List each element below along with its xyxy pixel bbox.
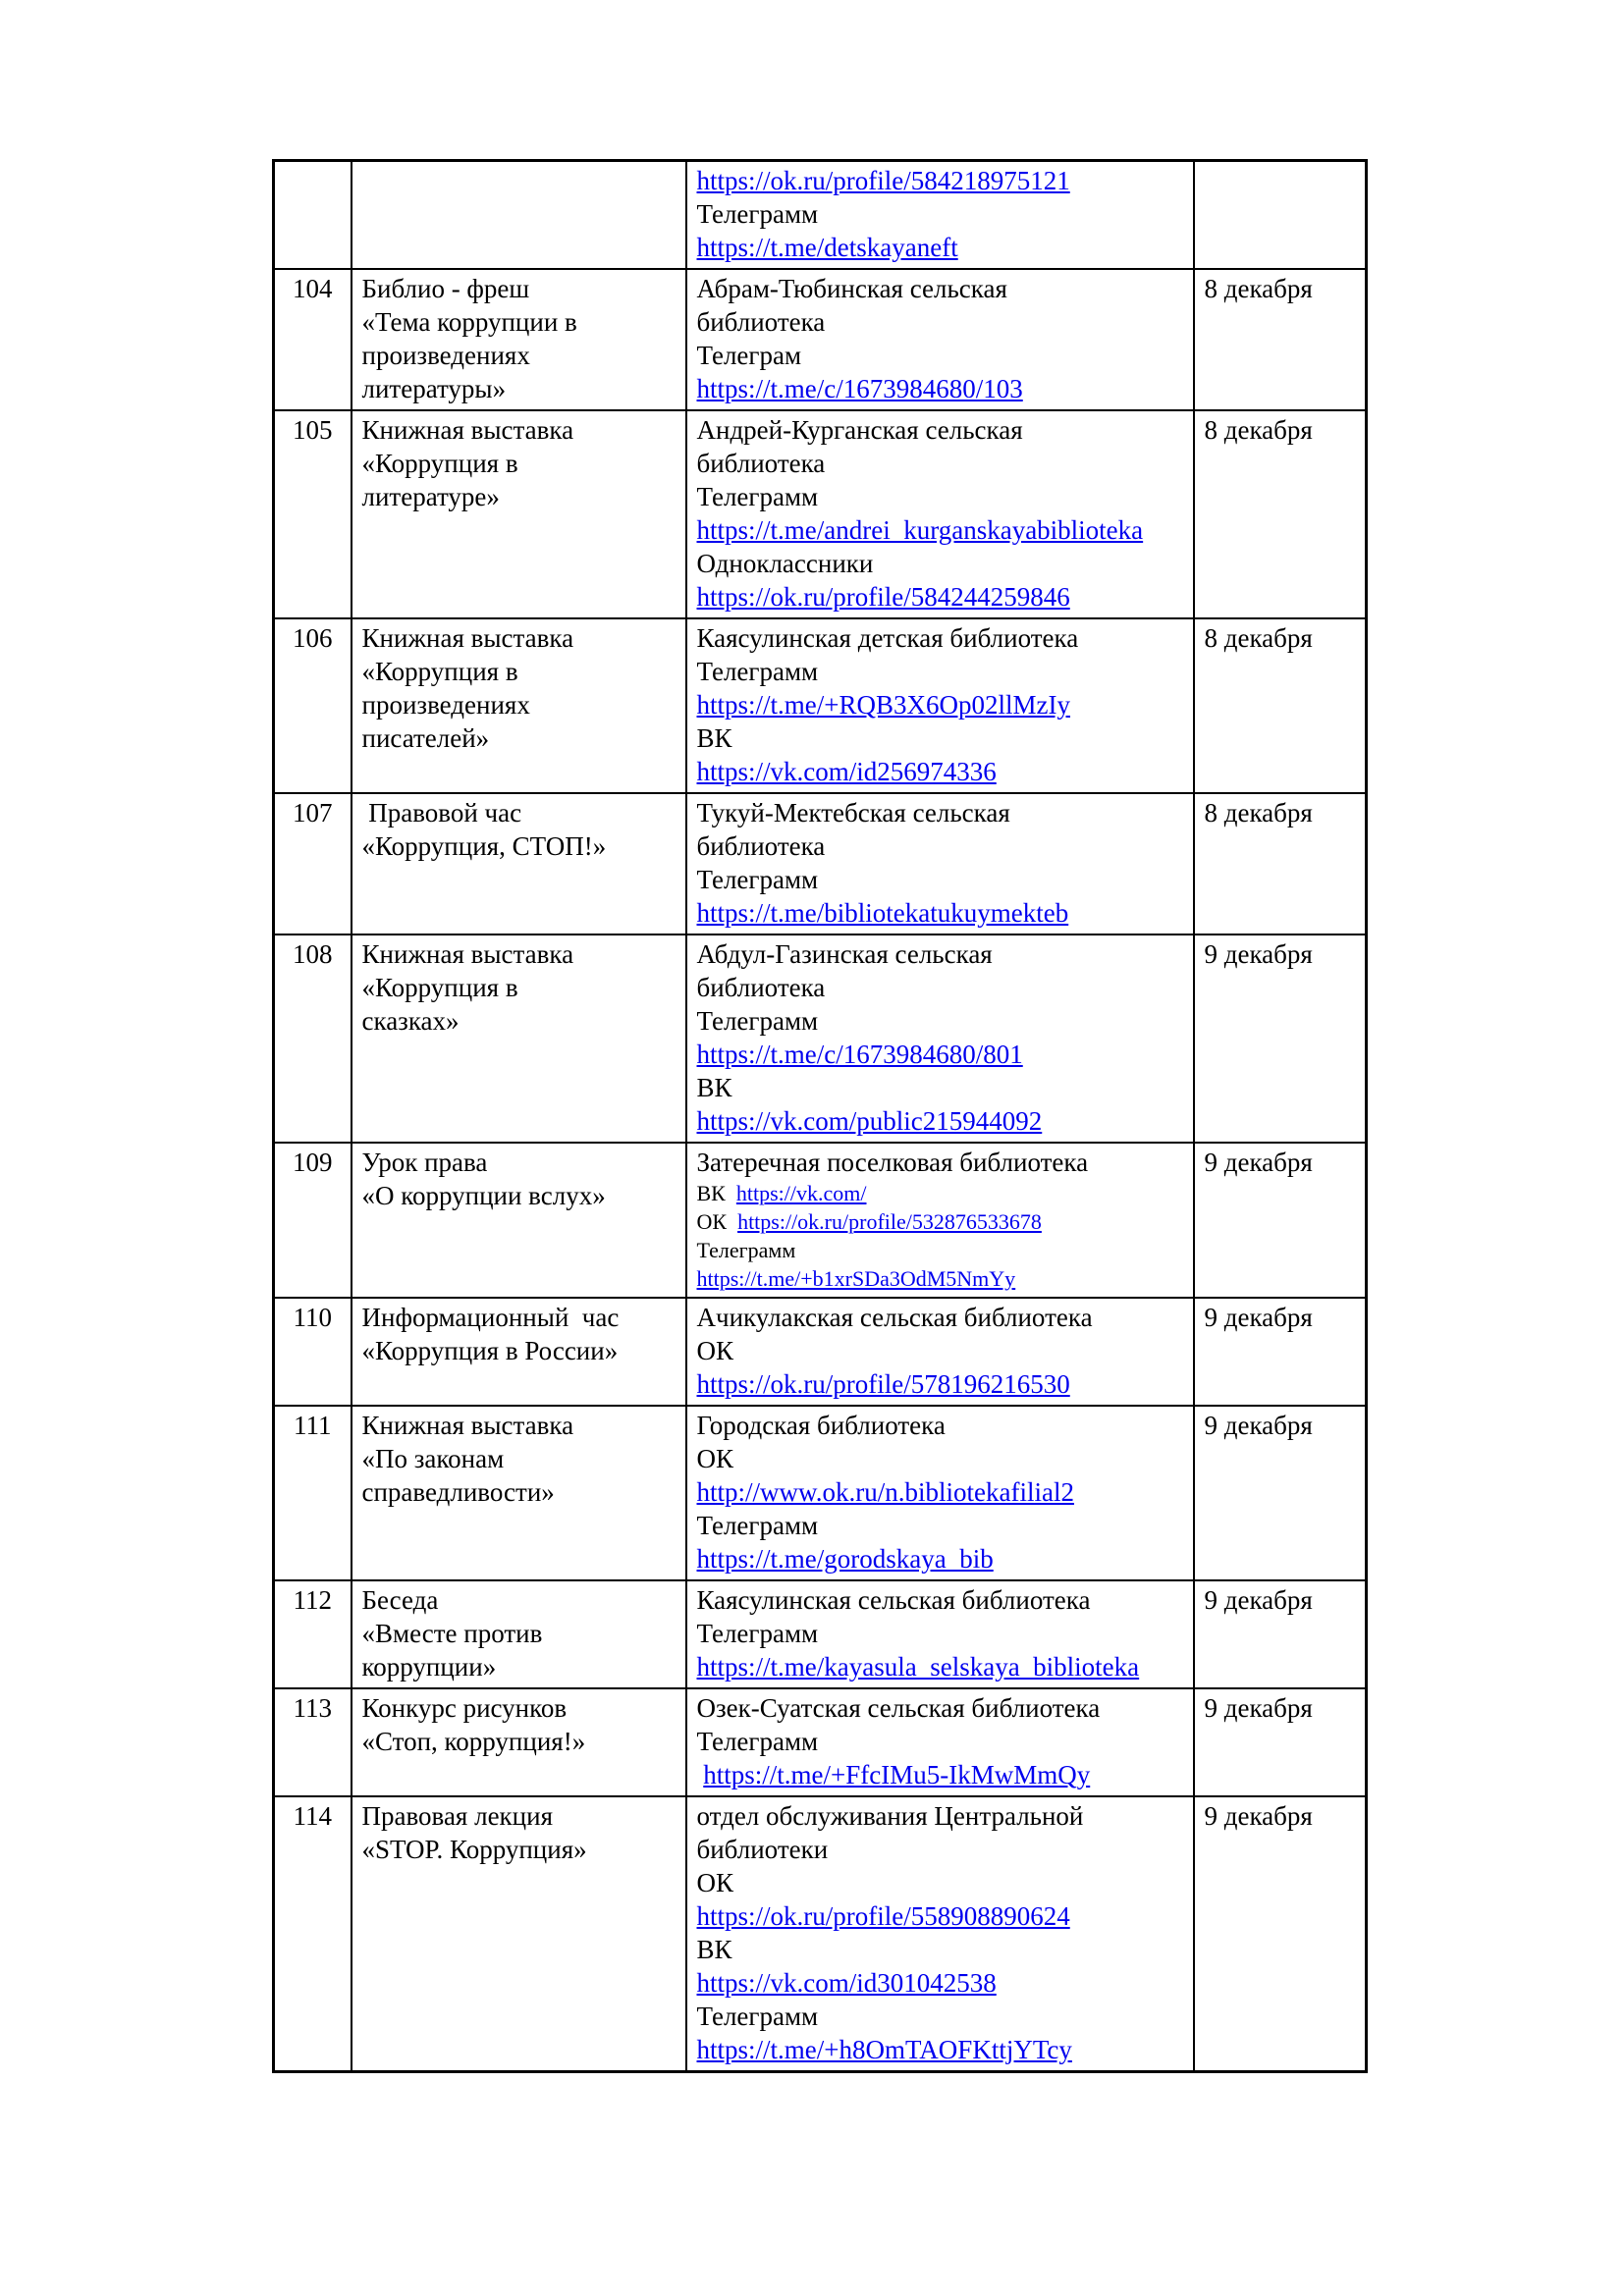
row-number-cell: 111: [274, 1406, 352, 1580]
library-links-line: [697, 1509, 1183, 1542]
source-label-text: Телеграмм: [696, 1727, 819, 1756]
table-row: [274, 1688, 1367, 1796]
library-links-line: [697, 305, 1183, 339]
library-links-line: [697, 1933, 1183, 1966]
source-label-text: ВК: [696, 1935, 732, 1964]
event-title-line: сказках»: [361, 1006, 460, 1036]
events-schedule-table: [272, 159, 1368, 2073]
table-row: [274, 269, 1367, 410]
library-links-cell: [686, 934, 1194, 1143]
source-label-text: Телеграмм: [696, 1619, 819, 1648]
library-links-line: [697, 447, 1183, 480]
date-cell: 8 декабря: [1194, 269, 1367, 410]
library-links-cell: [686, 1143, 1194, 1298]
source-label-text: Городская библиотека: [696, 1411, 946, 1440]
event-title-line: Урок права: [361, 1148, 488, 1177]
library-links-line: [697, 1866, 1183, 1899]
row-number-cell: 108: [274, 934, 352, 1143]
source-label-text: Телеграмм: [696, 482, 819, 511]
library-links-line: [697, 1691, 1183, 1725]
library-links-line: [697, 655, 1183, 688]
event-title-line: произведениях: [361, 341, 530, 370]
event-title-line: «О коррупции вслух»: [361, 1181, 606, 1210]
row-number-cell: 105: [274, 410, 352, 618]
source-label-text: библиотека: [696, 831, 826, 861]
source-label-text: Телеграмм: [696, 1238, 796, 1262]
event-title-line: писателей»: [361, 723, 490, 753]
table-row: [274, 1298, 1367, 1406]
library-links-cell: [686, 1406, 1194, 1580]
social-profile-link[interactable]: https://ok.ru/profile/584244259846: [696, 582, 1070, 612]
library-links-line: [697, 1583, 1183, 1617]
event-title-line: «Коррупция в: [361, 973, 518, 1002]
date-cell: 9 декабря: [1194, 1143, 1367, 1298]
library-links-cell: [686, 1796, 1194, 2072]
event-title-cell: [352, 1796, 686, 2072]
event-title-cell: [352, 618, 686, 793]
library-links-line: [697, 2000, 1183, 2033]
library-links-line: [697, 1899, 1183, 1933]
social-profile-link[interactable]: https://ok.ru/profile/532876533678: [737, 1209, 1042, 1234]
event-title-line: «Коррупция в: [361, 657, 518, 686]
library-links-cell: [686, 618, 1194, 793]
event-title-line: коррупции»: [361, 1652, 497, 1682]
event-title-line: справедливости»: [361, 1477, 555, 1507]
library-links-line: [697, 2033, 1183, 2066]
library-links-line: [697, 1146, 1183, 1179]
library-links-line: [697, 1236, 1183, 1264]
event-title-cell: [352, 1143, 686, 1298]
source-label-text: Абрам-Тюбинская сельская: [696, 274, 1007, 303]
date-cell: 9 декабря: [1194, 1796, 1367, 2072]
library-links-line: [697, 372, 1183, 405]
event-title-line: «Тема коррупции в: [361, 307, 577, 337]
library-links-line: [697, 755, 1183, 788]
date-cell: 9 декабря: [1194, 1688, 1367, 1796]
library-links-line: [697, 1301, 1183, 1334]
source-label-text: библиотеки: [696, 1835, 829, 1864]
date-cell: 9 декабря: [1194, 1298, 1367, 1406]
library-links-line: [697, 1004, 1183, 1038]
event-title-line: литературе»: [361, 482, 500, 511]
event-title-line: Книжная выставка: [361, 415, 574, 445]
source-label-text: ВК: [696, 1181, 736, 1205]
source-label-text: Телеграмм: [696, 2002, 819, 2031]
library-links-line: [697, 1799, 1183, 1833]
source-label-text: Тукуй-Мектебская сельская: [696, 798, 1010, 828]
source-label-text: Затеречная поселковая библиотека: [696, 1148, 1089, 1177]
library-links-line: [697, 688, 1183, 721]
library-links-line: [697, 1038, 1183, 1071]
event-title-line: «Вместе против: [361, 1619, 543, 1648]
social-profile-link[interactable]: https://t.me/andrei_kurganskayabiblioteka: [696, 515, 1144, 545]
source-label-text: ОК: [696, 1444, 734, 1473]
social-profile-link[interactable]: https://t.me/detskayaneft: [696, 233, 958, 262]
date-cell: 9 декабря: [1194, 934, 1367, 1143]
library-links-line: [697, 513, 1183, 547]
social-profile-link[interactable]: https://ok.ru/profile/578196216530: [696, 1369, 1070, 1399]
library-links-line: [697, 413, 1183, 447]
social-profile-link[interactable]: http://www.ok.ru/n.bibliotekafilial2: [696, 1477, 1074, 1507]
library-links-line: [697, 1179, 1183, 1207]
source-label-text: Телеграм: [696, 341, 802, 370]
library-links-line: [697, 1617, 1183, 1650]
social-profile-link[interactable]: https://t.me/gorodskaya_bib: [696, 1544, 994, 1574]
event-title-cell: [352, 1298, 686, 1406]
row-number-cell: [274, 161, 352, 270]
social-profile-link[interactable]: https://t.me/c/1673984680/801: [696, 1040, 1023, 1069]
event-title-line: «Коррупция в России»: [361, 1336, 619, 1365]
library-links-line: [697, 547, 1183, 580]
table-row: [274, 161, 1367, 270]
event-title-line: «Коррупция в: [361, 449, 518, 478]
library-links-cell: [686, 410, 1194, 618]
date-cell: 8 декабря: [1194, 793, 1367, 934]
source-label-text: Телеграмм: [696, 657, 819, 686]
library-links-line: [697, 1207, 1183, 1236]
table-row: [274, 1580, 1367, 1688]
social-profile-link[interactable]: https://vk.com/id301042538: [696, 1968, 997, 1998]
table-row: [274, 934, 1367, 1143]
library-links-line: [697, 937, 1183, 971]
source-label-text: Телеграмм: [696, 199, 819, 229]
row-number-cell: 107: [274, 793, 352, 934]
library-links-line: [697, 1071, 1183, 1104]
source-label-text: ОК: [696, 1336, 734, 1365]
date-cell: 8 декабря: [1194, 618, 1367, 793]
library-links-line: [697, 1542, 1183, 1575]
library-links-line: [697, 829, 1183, 863]
library-links-line: [697, 971, 1183, 1004]
event-title-line: Правовая лекция: [361, 1801, 553, 1831]
table-row: [274, 1406, 1367, 1580]
source-label-text: Озек-Суатская сельская библиотека: [696, 1693, 1101, 1723]
table-row: [274, 618, 1367, 793]
library-links-line: [697, 796, 1183, 829]
event-title-cell: [352, 1406, 686, 1580]
event-title-cell: [352, 269, 686, 410]
date-cell: [1194, 161, 1367, 270]
event-title-line: литературы»: [361, 374, 507, 403]
library-links-line: [697, 1725, 1183, 1758]
library-links-cell: [686, 1298, 1194, 1406]
row-number-cell: 106: [274, 618, 352, 793]
source-label-text: ВК: [696, 723, 732, 753]
event-title-line: «По законам: [361, 1444, 505, 1473]
row-number-cell: 114: [274, 1796, 352, 2072]
row-number-cell: 110: [274, 1298, 352, 1406]
library-links-line: [697, 1650, 1183, 1683]
source-label-text: Каясулинская сельская библиотека: [696, 1585, 1091, 1615]
library-links-cell: [686, 269, 1194, 410]
library-links-line: [697, 1966, 1183, 2000]
event-title-line: Библио - фреш: [361, 274, 530, 303]
library-links-cell: [686, 1688, 1194, 1796]
source-label-text: библиотека: [696, 973, 826, 1002]
source-label-text: ВК: [696, 1073, 732, 1102]
event-title-cell: [352, 161, 686, 270]
library-links-line: [697, 480, 1183, 513]
social-profile-link[interactable]: https://vk.com/public215944092: [696, 1106, 1043, 1136]
source-label-text: Телеграмм: [696, 865, 819, 894]
source-label-text: библиотека: [696, 307, 826, 337]
source-label-text: Андрей-Курганская сельская: [696, 415, 1023, 445]
library-links-line: [697, 621, 1183, 655]
event-title-line: Беседа: [361, 1585, 439, 1615]
event-title-cell: [352, 410, 686, 618]
library-links-line: [697, 197, 1183, 231]
event-title-line: Правовой час: [361, 798, 522, 828]
library-links-cell: [686, 793, 1194, 934]
social-profile-link[interactable]: https://t.me/c/1673984680/103: [696, 374, 1023, 403]
event-title-line: Книжная выставка: [361, 623, 574, 653]
source-label-text: ОК: [696, 1868, 734, 1897]
library-links-line: [697, 721, 1183, 755]
social-profile-link[interactable]: https://t.me/kayasula_selskaya_biblioteka: [696, 1652, 1140, 1682]
event-title-cell: [352, 793, 686, 934]
source-label-text: Телеграмм: [696, 1511, 819, 1540]
event-title-line: Книжная выставка: [361, 1411, 574, 1440]
source-label-text: Абдул-Газинская сельская: [696, 939, 993, 969]
library-links-line: [697, 896, 1183, 930]
table-row: [274, 1143, 1367, 1298]
event-title-line: Информационный час: [361, 1303, 620, 1332]
library-links-line: [697, 164, 1183, 197]
event-title-line: Конкурс рисунков: [361, 1693, 568, 1723]
library-links-line: [697, 1409, 1183, 1442]
event-title-cell: [352, 1580, 686, 1688]
date-cell: 9 декабря: [1194, 1580, 1367, 1688]
source-label-text: Каясулинская детская библиотека: [696, 623, 1079, 653]
library-links-line: [697, 1367, 1183, 1401]
row-number-cell: 113: [274, 1688, 352, 1796]
library-links-line: [697, 1104, 1183, 1138]
social-profile-link[interactable]: https://ok.ru/profile/558908890624: [696, 1901, 1070, 1931]
library-links-cell: [686, 161, 1194, 270]
source-label-text: Одноклассники: [696, 549, 874, 578]
source-label-text: Телеграмм: [696, 1006, 819, 1036]
row-number-cell: 109: [274, 1143, 352, 1298]
social-profile-link[interactable]: https://t.me/+h8OmTAOFKttjYTcy: [696, 2035, 1072, 2064]
library-links-line: [697, 339, 1183, 372]
social-profile-link[interactable]: https://t.me/bibliotekatukuymekteb: [696, 898, 1069, 928]
social-profile-link[interactable]: https://ok.ru/profile/584218975121: [696, 166, 1070, 195]
social-profile-link[interactable]: https://t.me/+RQB3X6Op02llMzIy: [696, 690, 1070, 720]
table-row: [274, 793, 1367, 934]
library-links-line: [697, 1475, 1183, 1509]
library-links-line: [697, 1264, 1183, 1293]
events-table-body: [274, 161, 1367, 2072]
library-links-cell: [686, 1580, 1194, 1688]
source-label-text: отдел обслуживания Центральной: [696, 1801, 1084, 1831]
event-title-line: «Коррупция, СТОП!»: [361, 831, 607, 861]
event-title-cell: [352, 934, 686, 1143]
date-cell: 8 декабря: [1194, 410, 1367, 618]
row-number-cell: 112: [274, 1580, 352, 1688]
library-links-line: [697, 231, 1183, 264]
library-links-line: [697, 1758, 1183, 1791]
source-label-text: библиотека: [696, 449, 826, 478]
library-links-line: [697, 272, 1183, 305]
social-profile-link[interactable]: https://vk.com/: [735, 1181, 867, 1205]
source-label-text: ОК: [696, 1209, 738, 1234]
library-links-line: [697, 580, 1183, 614]
library-links-line: [697, 1442, 1183, 1475]
table-row: [274, 1796, 1367, 2072]
source-label-text: Ачикулакская сельская библиотека: [696, 1303, 1093, 1332]
event-title-cell: [352, 1688, 686, 1796]
library-links-line: [697, 1334, 1183, 1367]
social-profile-link[interactable]: https://vk.com/id256974336: [696, 757, 997, 786]
event-title-line: Книжная выставка: [361, 939, 574, 969]
library-links-line: [697, 863, 1183, 896]
date-cell: 9 декабря: [1194, 1406, 1367, 1580]
social-profile-link[interactable]: https://t.me/+b1xrSDa3OdM5NmYy: [696, 1266, 1016, 1291]
social-profile-link[interactable]: https://t.me/+FfcIMu5-IkMwMmQy: [703, 1760, 1091, 1789]
event-title-line: «Стоп, коррупция!»: [361, 1727, 586, 1756]
event-title-line: «STOP. Коррупция»: [361, 1835, 587, 1864]
event-title-line: произведениях: [361, 690, 530, 720]
row-number-cell: 104: [274, 269, 352, 410]
library-links-line: [697, 1833, 1183, 1866]
table-row: [274, 410, 1367, 618]
